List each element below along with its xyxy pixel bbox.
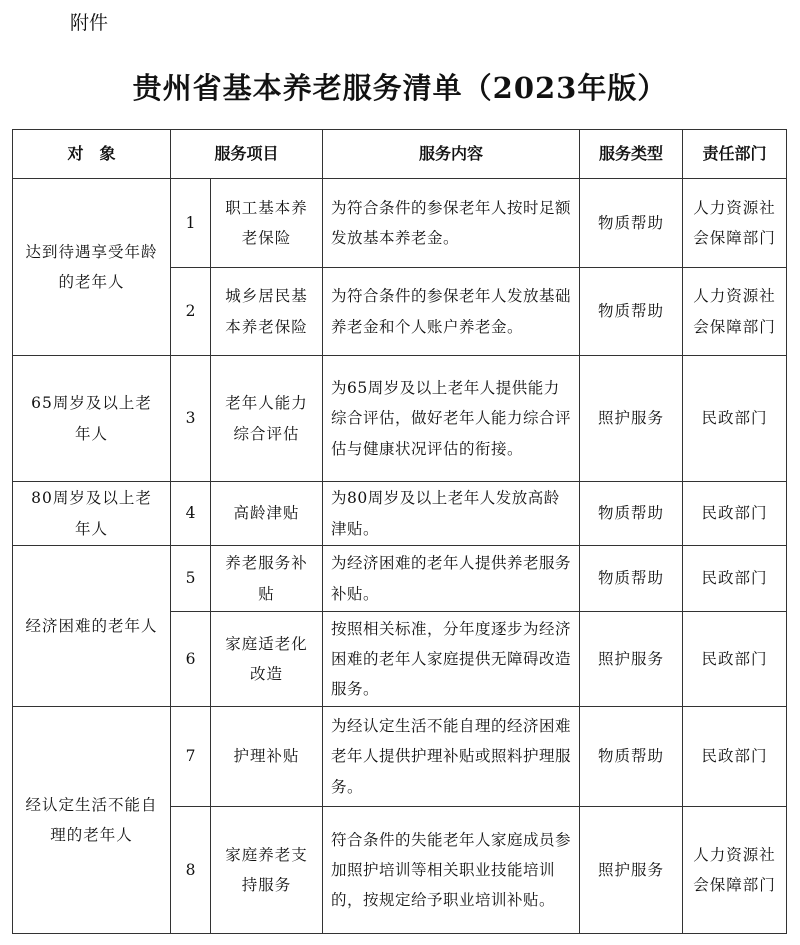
header-item: 服务项目	[171, 130, 323, 179]
table-row	[13, 546, 787, 612]
target-cell: 80周岁及以上老年人	[13, 482, 171, 546]
service-item: 职工基本养老保险	[211, 179, 323, 268]
service-list-table	[12, 129, 787, 934]
target-cell: 达到待遇享受年龄的老年人	[13, 179, 171, 356]
row-number: 5	[171, 546, 211, 612]
table-row	[13, 356, 787, 482]
table-header-row	[13, 130, 787, 179]
service-item: 护理补贴	[211, 707, 323, 807]
responsible-dept: 民政部门	[683, 612, 787, 707]
header-content: 服务内容	[323, 130, 580, 179]
row-number: 2	[171, 268, 211, 356]
header-target: 对 象	[13, 130, 171, 179]
service-content: 为65周岁及以上老年人提供能力综合评估，做好老年人能力综合评估与健康状况评估的衔接。	[323, 356, 580, 482]
responsible-dept: 民政部门	[683, 707, 787, 807]
header-dept: 责任部门	[683, 130, 787, 179]
row-number: 6	[171, 612, 211, 707]
table-row	[13, 707, 787, 807]
target-cell: 经济困难的老年人	[13, 546, 171, 707]
service-item: 城乡居民基本养老保险	[211, 268, 323, 356]
service-item: 家庭适老化改造	[211, 612, 323, 707]
row-number: 1	[171, 179, 211, 268]
row-number: 3	[171, 356, 211, 482]
responsible-dept: 人力资源社会保障部门	[683, 268, 787, 356]
table-row	[13, 179, 787, 268]
row-number: 7	[171, 707, 211, 807]
responsible-dept: 民政部门	[683, 546, 787, 612]
row-number: 8	[171, 807, 211, 934]
target-cell: 65周岁及以上老年人	[13, 356, 171, 482]
responsible-dept: 民政部门	[683, 356, 787, 482]
service-content: 为符合条件的参保老年人发放基础养老金和个人账户养老金。	[323, 268, 580, 356]
service-content: 为符合条件的参保老年人按时足额发放基本养老金。	[323, 179, 580, 268]
service-type: 物质帮助	[580, 179, 683, 268]
page-title: 贵州省基本养老服务清单（2023年版）	[132, 71, 668, 105]
service-type: 物质帮助	[580, 546, 683, 612]
header-type: 服务类型	[580, 130, 683, 179]
target-cell: 经认定生活不能自理的老年人	[13, 707, 171, 934]
service-type: 照护服务	[580, 612, 683, 707]
service-type: 物质帮助	[580, 482, 683, 546]
attachment-label: 附件	[70, 12, 109, 34]
table-row	[13, 482, 787, 546]
responsible-dept: 人力资源社会保障部门	[683, 807, 787, 934]
row-number: 4	[171, 482, 211, 546]
responsible-dept: 人力资源社会保障部门	[683, 179, 787, 268]
service-type: 物质帮助	[580, 707, 683, 807]
service-item: 高龄津贴	[211, 482, 323, 546]
service-content: 符合条件的失能老年人家庭成员参加照护培训等相关职业技能培训的，按规定给予职业培训补贴。	[323, 807, 580, 934]
service-content: 为80周岁及以上老年人发放高龄津贴。	[323, 482, 580, 546]
service-type: 物质帮助	[580, 268, 683, 356]
service-item: 老年人能力综合评估	[211, 356, 323, 482]
service-type: 照护服务	[580, 356, 683, 482]
service-item: 家庭养老支持服务	[211, 807, 323, 934]
responsible-dept: 民政部门	[683, 482, 787, 546]
service-type: 照护服务	[580, 807, 683, 934]
service-item: 养老服务补贴	[211, 546, 323, 612]
service-content: 为经认定生活不能自理的经济困难老年人提供护理补贴或照料护理服务。	[323, 707, 580, 807]
service-content: 为经济困难的老年人提供养老服务补贴。	[323, 546, 580, 612]
service-content: 按照相关标准，分年度逐步为经济困难的老年人家庭提供无障碍改造服务。	[323, 612, 580, 707]
